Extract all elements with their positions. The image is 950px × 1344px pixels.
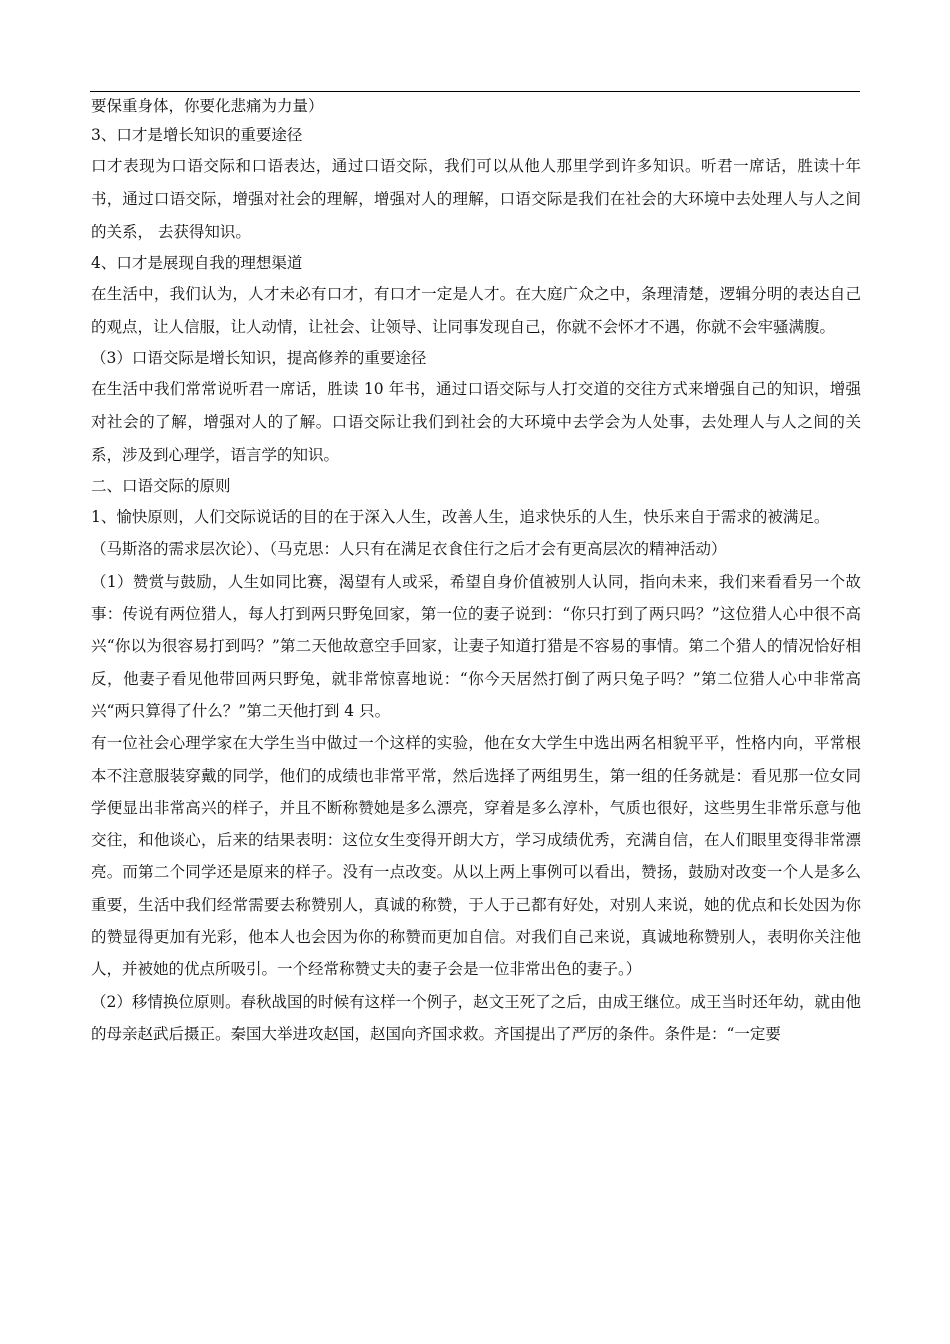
paragraph-empathy-principle: （2）移情换位原则。春秋战国的时候有这样一个例子，赵文王死了之后，由成王继位。成王当时还年幼，就由他的母亲赵武后摄正。秦国大举进攻赵国，赵国向齐国求救。齐国提出了严厉的条件。条件是：“一定要 [91, 992, 861, 1043]
paragraph-pleasure-principle: 1、愉快原则，人们交际说话的目的在于深入人生，改善人生，追求快乐的人生，快乐来自于需求的被满足。 [91, 508, 830, 526]
subsection-heading-3: （3）口语交际是增长知识，提高修养的重要途径 [91, 349, 427, 367]
paragraph-continuation: 要保重身体，你要化悲痛为力量） [91, 97, 324, 115]
paragraph-knowledge: 口才表现为口语交际和口语表达，通过口语交际，我们可以从他人那里学到许多知识。听君一席话，胜读十年书，通过口语交际，增强对社会的理解，增强对人的理解，口语交际是我们在社会的大环境中去处理人与人之间的关系， 去获得知识。 [91, 157, 861, 241]
paragraph-praise-story: （1）赞赏与鼓励，人生如同比赛，渴望有人或采，希望自身价值被别人认同，指向未来，我们来看看另一个故事：传说有两位猎人，每人打到两只野兔回家，第一位的妻子说到：“你只打到了两只吗？”这位猎人心中很不高兴“你以为很容易打到吗？”第二天他故意空手回家，让妻子知道打猎是不容易的事情。第二个猎人的情况恰好相反，他妻子看见他带回两只野兔，就非常惊喜地说：“你今天居然打倒了两只兔子吗？”第二位猎人心中非常高兴“两只算得了什么？”第二天他打到 4 只。 [91, 572, 861, 720]
section-heading-3: 3、口才是增长知识的重要途径 [91, 126, 303, 144]
paragraph-experiment: 有一位社会心理学家在大学生当中做过一个这样的实验，他在女大学生中选出两名相貌平平，性格内向，平常根本不注意服装穿戴的同学，他们的成绩也非常平常，然后选择了两组男生，第一组的任务就是：看见那一位女同学便显出非常高兴的样子，并且不断称赞她是多么漂亮，穿着是多么淳朴，气质也很好，这些男生非常乐意与他交往，和他谈心，后来的结果表明：这位女生变得开朗大方，学习成绩优秀，充满自信，在人们眼里变得非常漂亮。而第二个同学还是原来的样子。没有一点改变。从以上两上事例可以看出，赞扬，鼓励对改变一个人是多么重要，生活中我们经常需要去称赞别人，真诚的称赞，于人于己都有好处，对别人来说，她的优点和长处因为你的赞显得更加有光彩，他本人也会因为你的称赞而更加自信。对我们自己来说，真诚地称赞别人，表明你关注他人，并被她的优点所吸引。一个经常称赞丈夫的妻子会是一位非常出色的妻子。） [91, 734, 861, 979]
paragraph-cultivation: 在生活中我们常常说听君一席话，胜读 10 年书，通过口语交际与人打交道的交往方式来增强自己的知识，增强对社会的了解，增强对人的了解。口语交际让我们到社会的大环境中去学会为人处事，去处理人与人之间的关系，涉及到心理学，语言学的知识。 [91, 380, 861, 464]
paragraph-self-expression: 在生活中，我们认为，人才未必有口才，有口才一定是人才。在大庭广众之中，条理清楚，逻辑分明的表达自己的观点，让人信服，让人动情，让社会、让领导、让同事发现自己，你就不会怀才不遇，你就不会牢骚满腹。 [91, 285, 861, 336]
paragraph-theory-note: （马斯洛的需求层次论）、（马克思：人只有在满足衣食住行之后才会有更高层次的精神活动） [91, 540, 727, 558]
section-heading-4: 4、口才是展现自我的理想渠道 [91, 254, 303, 272]
chapter-heading-principles: 二、口语交际的原则 [91, 477, 231, 495]
document-body [91, 92, 861, 1050]
